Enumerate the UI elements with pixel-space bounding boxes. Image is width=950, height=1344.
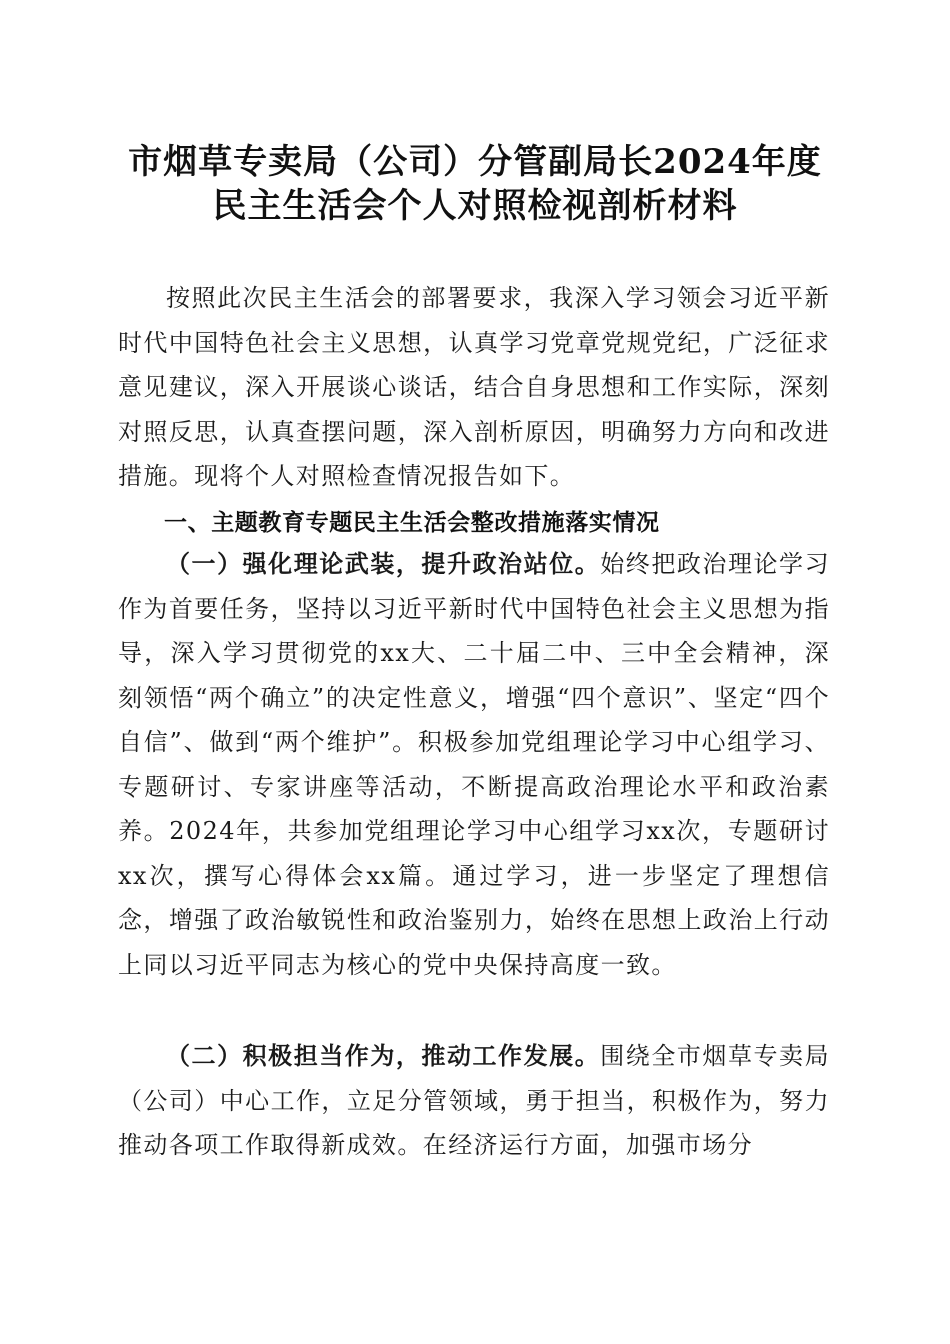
document-title-line-2: 民主生活会个人对照检视剖析材料	[212, 186, 738, 226]
section-heading-1: 一、主题教育专题民主生活会整改措施落实情况	[164, 510, 660, 536]
item-2-paragraph	[118, 1034, 830, 1168]
item-2-lead: （二）积极担当作为，推动工作发展。	[166, 1042, 601, 1070]
item-1-lead: （一）强化理论武装，提升政治站位。	[166, 550, 601, 578]
intro-paragraph: 按照此次民主生活会的部署要求，我深入学习领会习近平新时代中国特色社会主义思想，认真学习党章党规党纪，广泛征求意见建议，深入开展谈心谈话，结合自身思想和工作实际，深刻对照反思，认真查摆问题，深入剖析原因，明确努力方向和改进措施。现将个人对照检查情况报告如下。	[118, 284, 830, 490]
item-2-body: 围绕全市烟草专卖局（公司）中心工作，立足分管领域，勇于担当，积极作为，努力推动各项工作取得新成效。在经济运行方面，加强市场分	[118, 1042, 830, 1159]
document-title-line-1: 市烟草专卖局（公司）分管副局长2024年度	[128, 142, 822, 182]
item-1-body: 始终把政治理论学习作为首要任务，坚持以习近平新时代中国特色社会主义思想为指导，深入学习贯彻党的xx大、二十届二中、三中全会精神，深刻领悟“两个确立”的决定性意义，增强“四个意识”、坚定“四个自信”、做到“两个维护”。积极参加党组理论学习中心组学习、专题研讨、专家讲座等活动，不断提高政治理论水平和政治素养。2024年，共参加党组理论学习中心组学习xx次，专题研讨xx次，撰写心得体会xx篇。通过学习，进一步坚定了理想信念，增强了政治敏锐性和政治鉴别力，始终在思想上政治上行动上同以习近平同志为核心的党中央保持高度一致。	[118, 550, 830, 979]
item-1-paragraph	[118, 542, 830, 987]
